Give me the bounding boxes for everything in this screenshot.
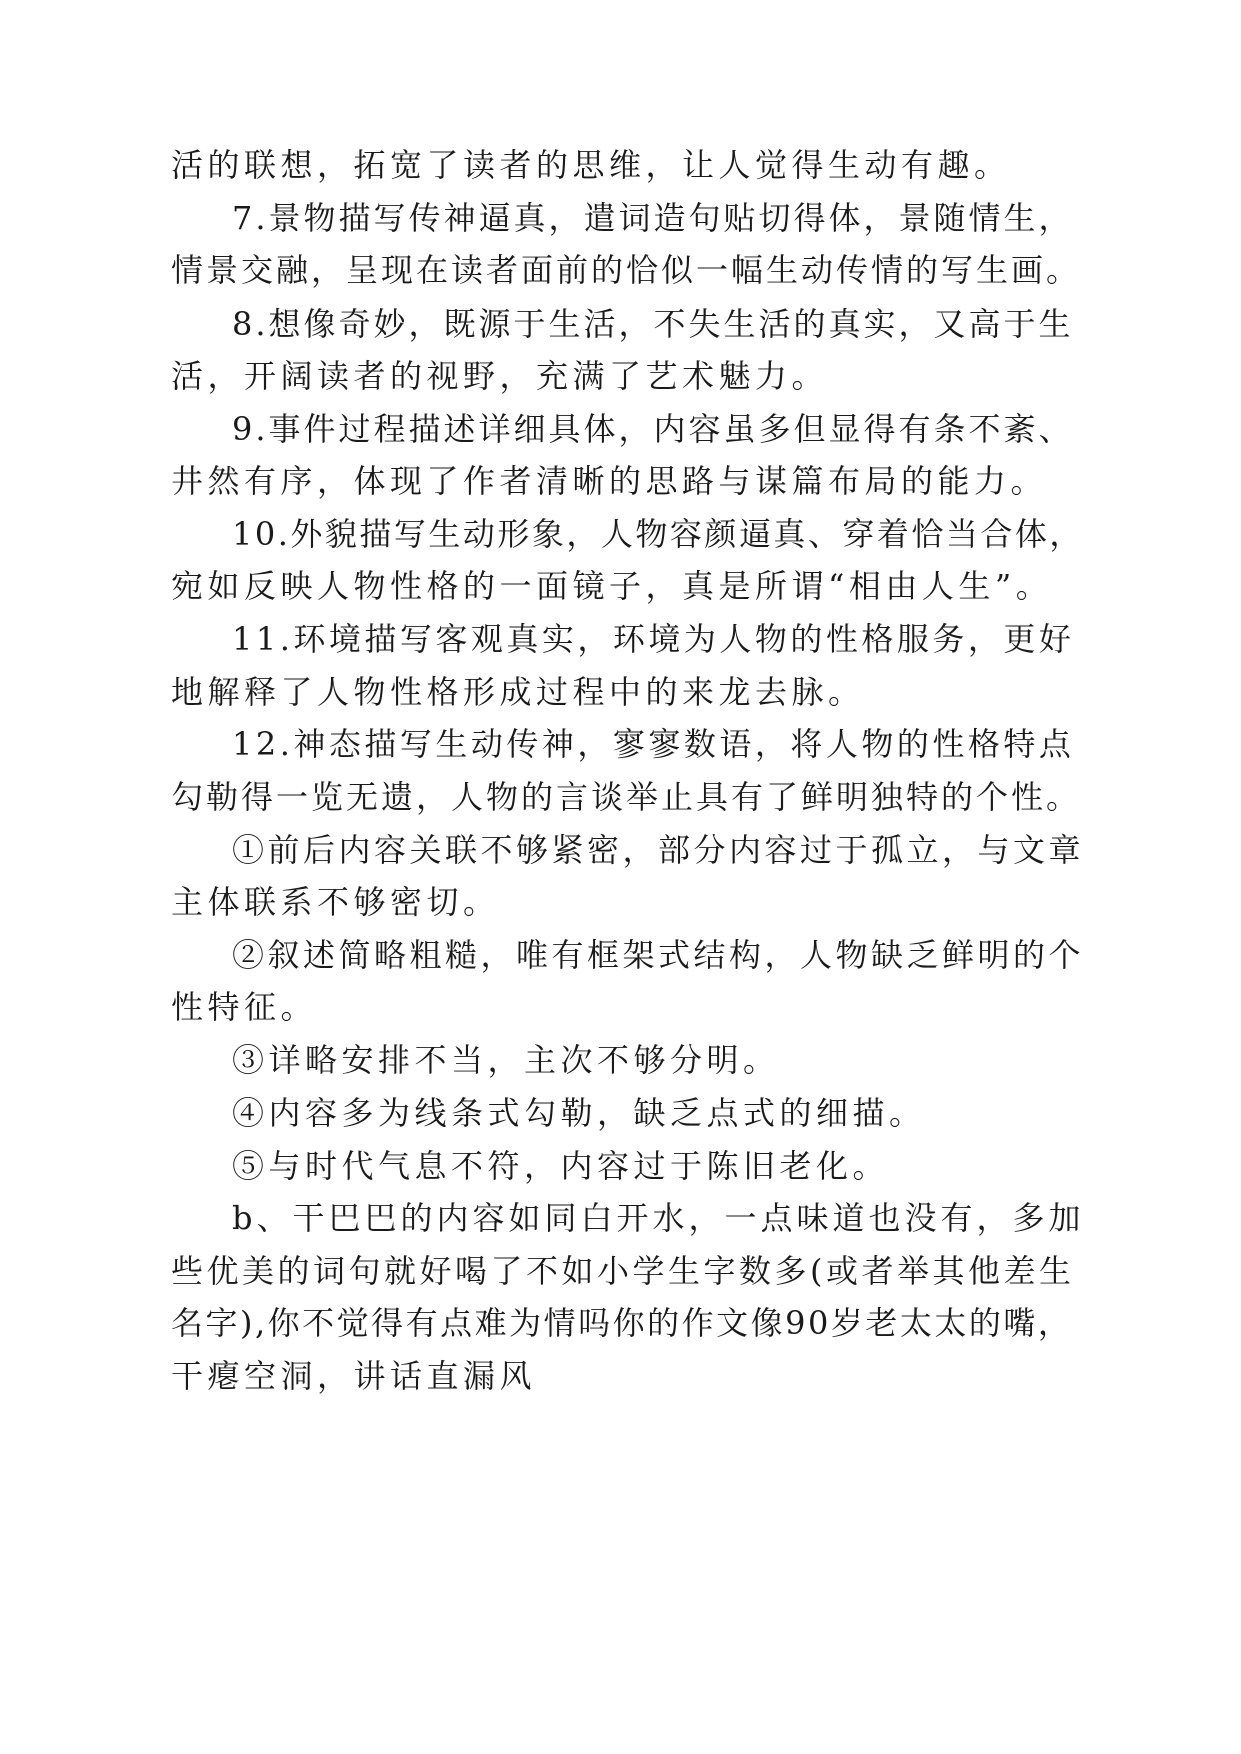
text-line <box>0 136 1241 194</box>
line-text: ⑤与时代气息不符，内容过于陈旧老化。 <box>232 1147 890 1185</box>
text-line <box>0 400 1241 458</box>
line-text: ④内容多为线条式勾勒，缺乏点式的细描。 <box>232 1094 926 1132</box>
text-line <box>0 1137 1241 1195</box>
text-line <box>0 1189 1241 1247</box>
line-text: 10.外貌描写生动形象，人物容颜逼真、穿着恰当合体， <box>232 515 1084 553</box>
line-text: 干瘪空洞，讲话直漏风 <box>171 1357 537 1395</box>
line-text: ②叙述简略粗糙，唯有框架式结构，人物缺乏鲜明的个 <box>232 936 1085 974</box>
line-text: 活，开阔读者的视野，充满了艺术魅力。 <box>171 357 829 395</box>
line-text: 8.想像奇妙，既源于生活，不失生活的真实，又高于生 <box>232 305 1074 343</box>
line-text: b、干巴巴的内容如同白开水，一点味道也没有，多加 <box>232 1199 1085 1237</box>
text-line <box>0 663 1241 721</box>
text-line <box>0 347 1241 405</box>
text-line <box>0 189 1241 247</box>
text-line <box>0 610 1241 668</box>
line-text: ①前后内容关联不够紧密，部分内容过于孤立，与文章 <box>232 831 1085 869</box>
line-text: 宛如反映人物性格的一面镜子，真是所谓“相由人生”。 <box>171 567 1053 605</box>
line-text: 情景交融，呈现在读者面前的恰似一幅生动传情的写生画。 <box>171 251 1082 289</box>
text-line <box>0 241 1241 299</box>
line-text: 11.环境描写客观真实，环境为人物的性格服务，更好 <box>232 620 1075 658</box>
text-line <box>0 505 1241 563</box>
text-line <box>0 452 1241 510</box>
line-text: 地解释了人物性格形成过程中的来龙去脉。 <box>171 673 865 711</box>
line-text: 名字),你不觉得有点难为情吗你的作文像90岁老太太的嘴， <box>171 1304 1073 1342</box>
text-line <box>0 926 1241 984</box>
line-text: 活的联想，拓宽了读者的思维，让人觉得生动有趣。 <box>171 146 1011 184</box>
text-line <box>0 715 1241 773</box>
text-line <box>0 295 1241 353</box>
line-text: 勾勒得一览无遗，人物的言谈举止具有了鲜明独特的个性。 <box>171 778 1082 816</box>
text-line <box>0 821 1241 879</box>
line-text: 9.事件过程描述详细具体，内容虽多但显得有条不紊、 <box>232 410 1074 448</box>
text-line <box>0 873 1241 931</box>
line-text: 7.景物描写传神逼真，遣词造句贴切得体，景随情生， <box>232 199 1074 237</box>
text-line <box>0 1294 1241 1352</box>
line-text: 性特征。 <box>171 988 318 1026</box>
text-line <box>0 1242 1241 1300</box>
line-text: 井然有序，体现了作者清晰的思路与谋篇布局的能力。 <box>171 462 1048 500</box>
text-line <box>0 1031 1241 1089</box>
text-line <box>0 1347 1241 1405</box>
text-line <box>0 1084 1241 1142</box>
line-text: 主体联系不够密切。 <box>171 883 500 921</box>
line-text: ③详略安排不当，主次不够分明。 <box>232 1041 780 1079</box>
text-line <box>0 557 1241 615</box>
line-text: 12.神态描写生动传神，寥寥数语，将人物的性格特点 <box>232 725 1075 763</box>
text-line <box>0 768 1241 826</box>
text-line <box>0 978 1241 1036</box>
line-text: 些优美的词句就好喝了不如小学生字数多(或者举其他差生 <box>171 1252 1075 1290</box>
